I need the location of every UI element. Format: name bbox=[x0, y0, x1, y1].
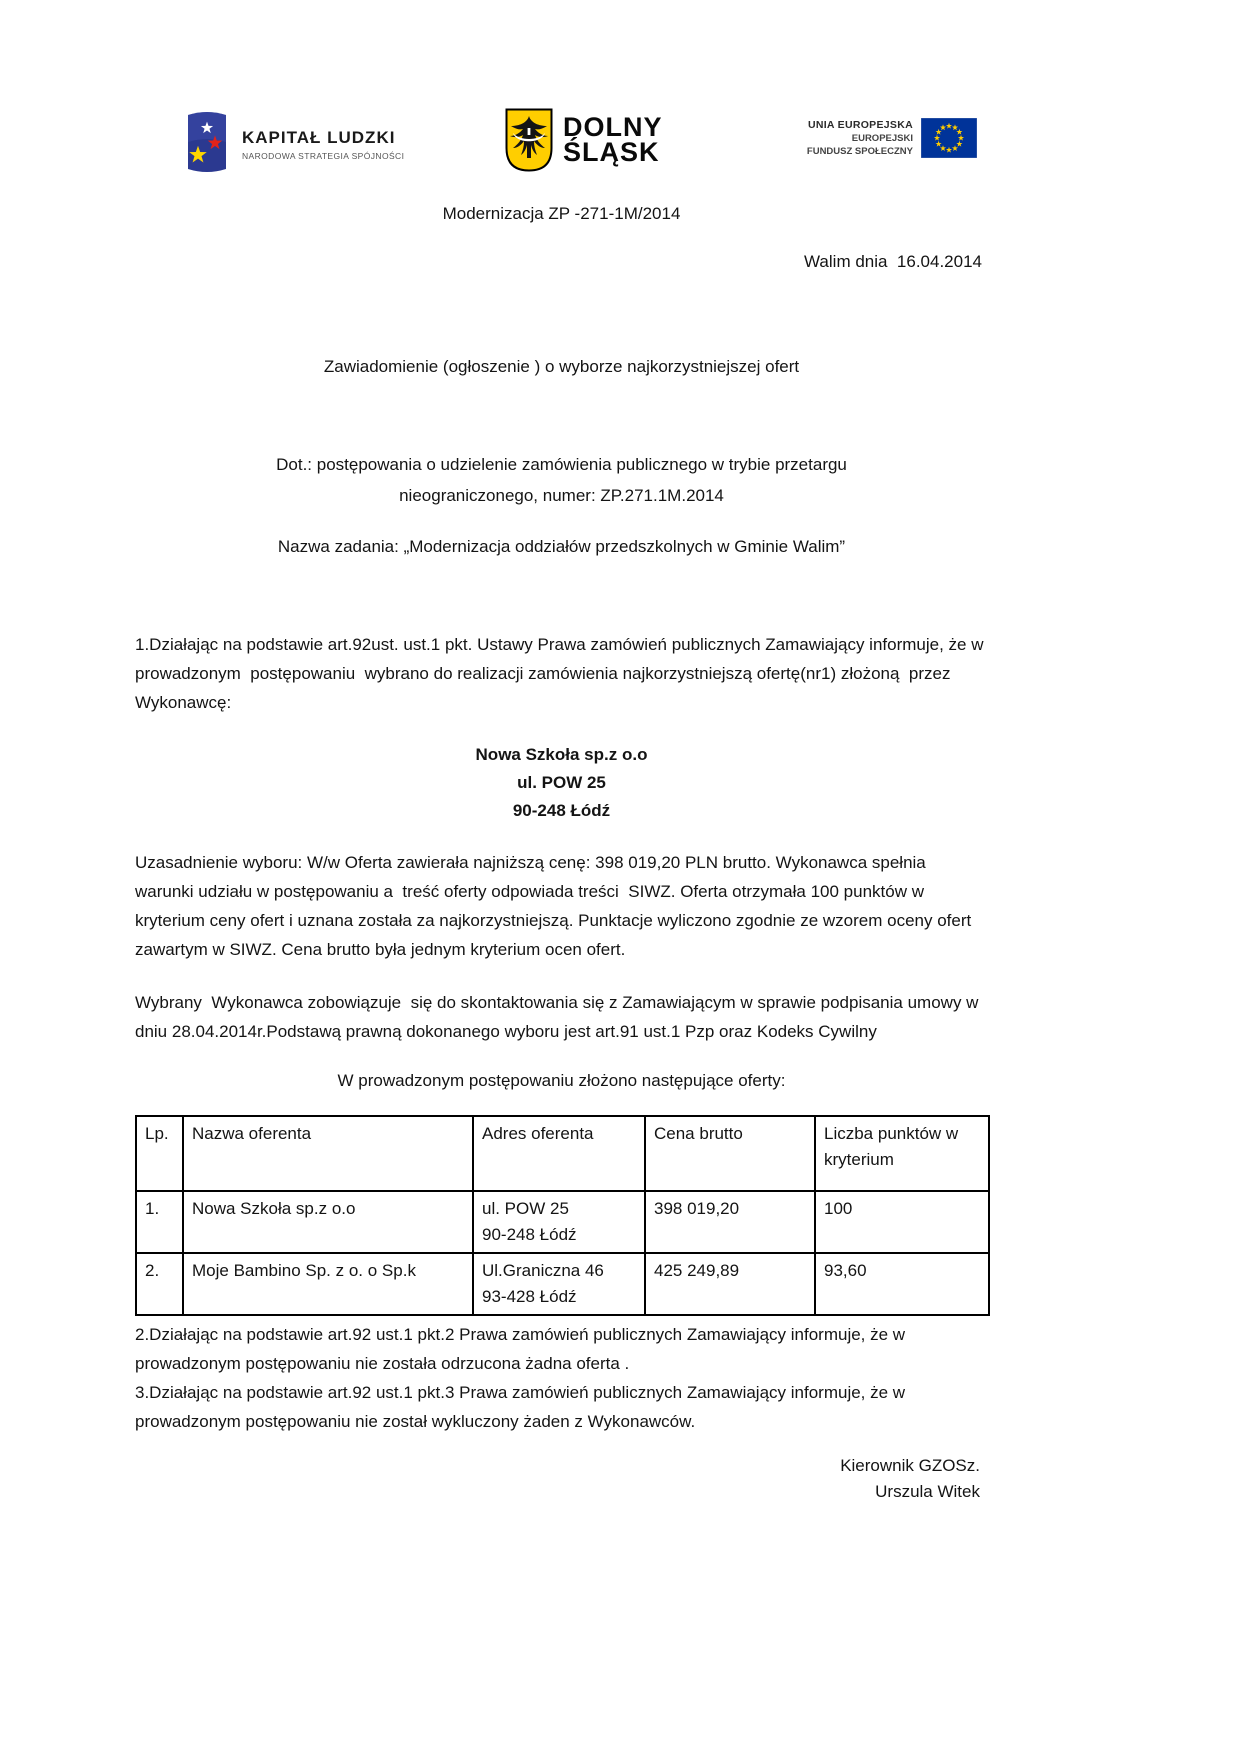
document-content bbox=[135, 0, 988, 1505]
subject-line2: nieograniczonego, numer: ZP.271.1M.2014 bbox=[399, 486, 724, 505]
subject-line1: Dot.: postępowania o udzielenie zamówienia publicznego w trybie przetargu bbox=[276, 455, 847, 474]
header-price: Cena brutto bbox=[645, 1116, 815, 1191]
paragraph-2: 2.Działając na podstawie art.92 ust.1 pkt.2 Prawa zamówień publicznych Zamawiający informuje, że w prowadzonym postępowaniu nie została odrzucona żadna oferta . bbox=[135, 1325, 910, 1373]
justification-paragraph: Uzasadnienie wyboru: W/w Oferta zawierała najniższą cenę: 398 019,20 PLN brutto. Wykonawca spełnia warunki udziału w postępowaniu a treść oferty odpowiada treści SIWZ. Oferta otrzymała 100 punktów w kryterium ceny ofert i uznana została za najkorzystniejszą. Punktacje wyliczono zgodnie ze wzorem oceny ofert zawartym w SIWZ. Cena brutto była jednym kryterium ocen ofert. bbox=[135, 853, 976, 959]
kapital-ludzki-subtitle: NARODOWA STRATEGIA SPÓJNOŚCI bbox=[242, 150, 405, 161]
unia-europejska-line1: UNIA EUROPEJSKA bbox=[807, 119, 913, 131]
row1-name: Nowa Szkoła sp.z o.o bbox=[183, 1191, 473, 1253]
winner-name: Nowa Szkoła sp.z o.o bbox=[475, 745, 648, 764]
doc-reference: Modernizacja ZP -271-1M/2014 bbox=[442, 204, 681, 223]
paragraph-3: 3.Działając na podstawie art.92 ust.1 pkt.3 Prawa zamówień publicznych Zamawiający informuje, że w prowadzonym postępowaniu nie został wykluczony żaden z Wykonawców. bbox=[135, 1383, 910, 1431]
winner-block bbox=[135, 741, 988, 825]
row2-address-line1: Ul.Graniczna 46 bbox=[482, 1261, 604, 1280]
subject-block bbox=[135, 449, 988, 511]
dolny-slask-line2: ŚLĄSK bbox=[563, 137, 660, 167]
offers-table bbox=[135, 1115, 990, 1316]
header-lp: Lp. bbox=[136, 1116, 183, 1191]
row1-address-line1: ul. POW 25 bbox=[482, 1199, 569, 1218]
winner-street: ul. POW 25 bbox=[517, 773, 606, 792]
row2-points: 93,60 bbox=[815, 1253, 989, 1315]
row1-lp: 1. bbox=[136, 1191, 183, 1253]
place-date-line: Walim dnia 16.04.2014 bbox=[804, 252, 982, 271]
notice-title: Zawiadomienie (ogłoszenie ) o wyborze najkorzystniejszej ofert bbox=[323, 357, 800, 376]
row2-address bbox=[473, 1253, 645, 1315]
winner-city: 90-248 Łódź bbox=[512, 801, 611, 820]
table-row bbox=[136, 1191, 989, 1253]
signature-role: Kierownik GZOSz. bbox=[840, 1456, 980, 1475]
table-row bbox=[136, 1253, 989, 1315]
signature-block bbox=[135, 1453, 988, 1505]
header-address: Adres oferenta bbox=[473, 1116, 645, 1191]
signature-name: Urszula Witek bbox=[875, 1482, 980, 1501]
row1-points: 100 bbox=[815, 1191, 989, 1253]
row2-lp: 2. bbox=[136, 1253, 183, 1315]
dolny-slask-line1: DOLNY bbox=[563, 112, 663, 142]
row1-price: 398 019,20 bbox=[645, 1191, 815, 1253]
offers-table-header-row bbox=[136, 1116, 989, 1191]
header-name: Nazwa oferenta bbox=[183, 1116, 473, 1191]
row2-address-line2: 93-428 Łódź bbox=[482, 1287, 577, 1306]
row1-address-line2: 90-248 Łódź bbox=[482, 1225, 577, 1244]
row1-address bbox=[473, 1191, 645, 1253]
row2-name: Moje Bambino Sp. z o. o Sp.k bbox=[183, 1253, 473, 1315]
unia-europejska-line3: FUNDUSZ SPOŁECZNY bbox=[806, 146, 913, 157]
contact-paragraph: Wybrany Wykonawca zobowiązuje się do skontaktowania się z Zamawiającym w sprawie podpisania umowy w dniu 28.04.2014r.Podstawą prawną dokonanego wyboru jest art.91 ust.1 Pzp oraz Kodeks Cywilny bbox=[135, 993, 984, 1041]
paragraph-1: 1.Działając na podstawie art.92ust. ust.1 pkt. Ustawy Prawa zamówień publicznych Zamawiający informuje, że w prowadzonym postępowaniu wybrano do realizacji zamówienia najkorzystniejszą ofertę(nr1) złożoną przez Wykonawcę: bbox=[135, 635, 989, 712]
task-name: Nazwa zadania: „Modernizacja oddziałów przedszkolnych w Gminie Walim” bbox=[277, 537, 846, 556]
header-points: Liczba punktów w kryterium bbox=[815, 1116, 989, 1191]
offers-intro: W prowadzonym postępowaniu złożono następujące oferty: bbox=[337, 1071, 786, 1090]
kapital-ludzki-title: KAPITAŁ LUDZKI bbox=[242, 127, 396, 147]
row2-price: 425 249,89 bbox=[645, 1253, 815, 1315]
unia-europejska-line2: EUROPEJSKI bbox=[851, 133, 913, 144]
